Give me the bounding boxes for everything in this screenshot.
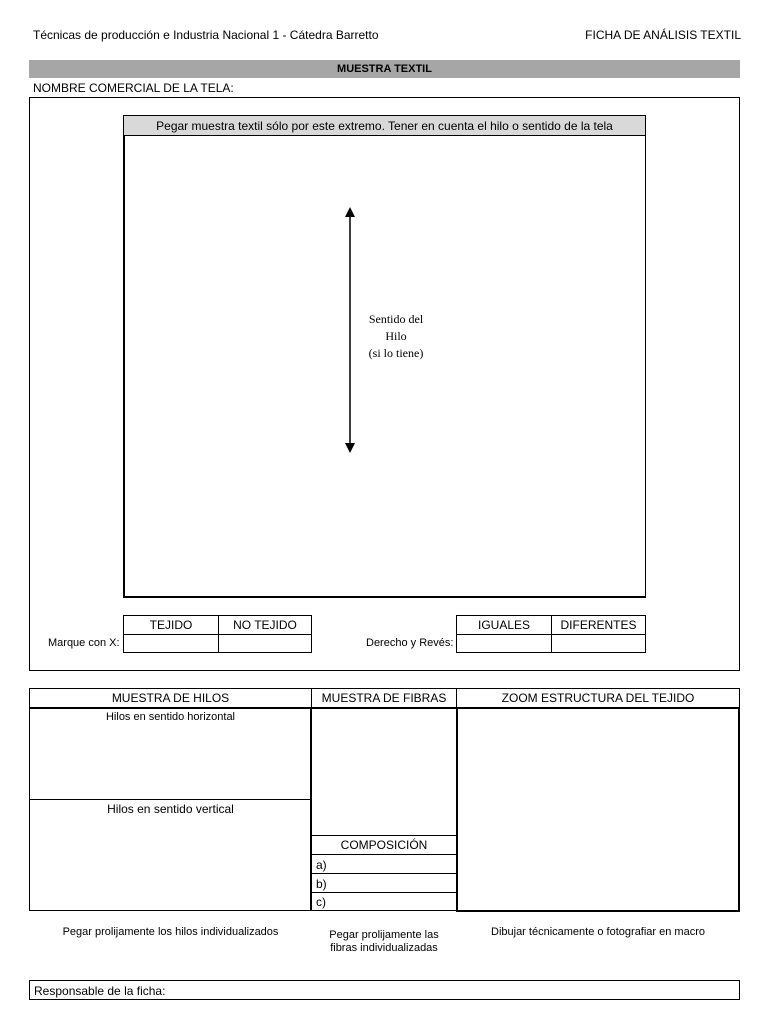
option-tejido-checkbox[interactable]: [123, 634, 219, 653]
composition-row-c[interactable]: [311, 892, 457, 911]
option-no-tejido-checkbox[interactable]: [218, 634, 312, 653]
yarn-sample-header: MUESTRA DE HILOS: [29, 688, 312, 708]
composition-row-label: a): [316, 858, 327, 872]
responsible-field[interactable]: [29, 980, 740, 1000]
fiber-sample-area[interactable]: [311, 707, 457, 836]
composition-header: COMPOSICIÓN: [311, 835, 457, 855]
option-diferentes-header: DIFERENTES: [551, 615, 646, 635]
option-iguales-header: IGUALES: [456, 615, 552, 635]
responsible-label: Responsable de la ficha:: [34, 984, 166, 998]
sample-instruction-text: Pegar muestra textil sólo por este extremo. Tener en cuenta el hilo o sentido de la tela: [156, 118, 613, 133]
sample-instruction-bar: [124, 116, 645, 136]
grain-direction-label: Sentido del Hilo (si lo tiene): [368, 312, 424, 360]
composition-row-a[interactable]: [311, 854, 457, 874]
zoom-footnote: Dibujar técnicamente o fotografiar en macro: [491, 926, 705, 938]
zoom-structure-header: ZOOM ESTRUCTURA DEL TEJIDO: [456, 688, 740, 708]
sides-label: Derecho y Revés:: [366, 637, 454, 649]
option-tejido-header: TEJIDO: [123, 615, 219, 635]
section-title-band: MUESTRA TEXTIL: [29, 60, 740, 78]
option-iguales-checkbox[interactable]: [456, 634, 552, 653]
fabric-name-label: NOMBRE COMERCIAL DE LA TELA:: [33, 81, 234, 95]
composition-row-label: b): [316, 877, 327, 891]
course-title: Técnicas de producción e Industria Nacional 1 - Cátedra Barretto: [33, 28, 379, 42]
fiber-sample-header: MUESTRA DE FIBRAS: [311, 688, 457, 708]
horizontal-yarn-label: Hilos en sentido horizontal: [105, 711, 236, 723]
fiber-footnote: Pegar prolijamente las fibras individualizadas: [329, 929, 439, 954]
composition-row-label: c): [316, 895, 326, 909]
mark-with-x-label: Marque con X:: [48, 637, 120, 649]
composition-row-b[interactable]: [311, 873, 457, 893]
yarn-footnote: Pegar prolijamente los hilos individualizados: [62, 926, 279, 938]
form-title: FICHA DE ANÁLISIS TEXTIL: [585, 28, 741, 42]
vertical-yarn-label: Hilos en sentido vertical: [107, 802, 234, 816]
option-no-tejido-header: NO TEJIDO: [218, 615, 312, 635]
option-diferentes-checkbox[interactable]: [551, 634, 646, 653]
zoom-structure-area[interactable]: [456, 707, 740, 912]
